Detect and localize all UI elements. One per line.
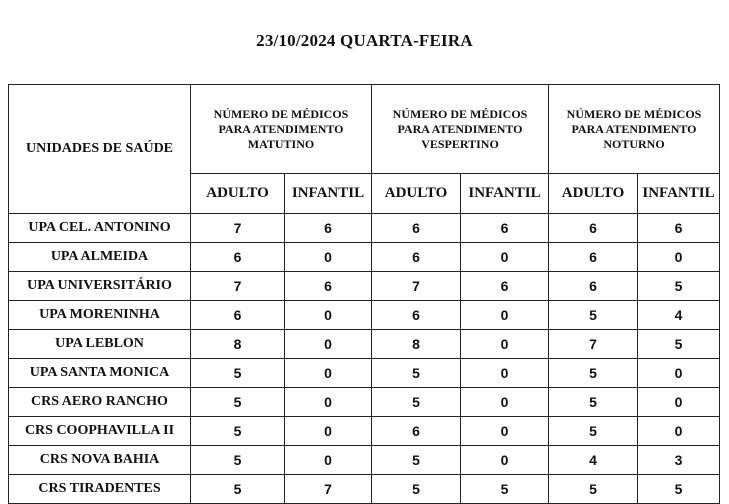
doctor-count-cell: 6	[549, 214, 638, 243]
group-header-line: NOTURNO	[603, 136, 665, 151]
unit-name-cell: UPA ALMEIDA	[9, 243, 191, 272]
table-row	[9, 417, 720, 446]
group-header-line: NÚMERO DE MÉDICOS	[392, 106, 528, 121]
doctor-count-cell: 5	[549, 417, 638, 446]
doctor-count-cell: 0	[461, 359, 549, 388]
doctor-count-cell: 0	[461, 301, 549, 330]
doctor-count-cell: 7	[191, 272, 285, 301]
sub-header-child: INFANTIL	[638, 174, 720, 214]
doctor-count-cell: 4	[638, 301, 720, 330]
table-row	[9, 214, 720, 243]
table-body	[9, 214, 720, 504]
doctor-count-cell: 6	[285, 214, 372, 243]
doctor-count-cell: 0	[285, 243, 372, 272]
doctor-count-cell: 5	[638, 475, 720, 504]
doctor-count-cell: 6	[549, 272, 638, 301]
doctor-count-cell: 6	[638, 214, 720, 243]
doctor-count-cell: 5	[638, 272, 720, 301]
doctor-count-cell: 6	[191, 243, 285, 272]
table-row	[9, 272, 720, 301]
doctor-count-cell: 5	[191, 475, 285, 504]
unit-name-cell: CRS NOVA BAHIA	[9, 446, 191, 475]
doctor-count-cell: 6	[372, 301, 461, 330]
doctor-count-cell: 0	[638, 388, 720, 417]
doctor-count-cell: 6	[461, 272, 549, 301]
group-header-night	[549, 85, 720, 174]
table-row	[9, 446, 720, 475]
unit-name-cell: CRS TIRADENTES	[9, 475, 191, 504]
doctor-count-cell: 0	[638, 359, 720, 388]
group-header-morning	[191, 85, 372, 174]
doctor-count-cell: 4	[549, 446, 638, 475]
doctor-count-cell: 3	[638, 446, 720, 475]
doctor-count-cell: 0	[461, 330, 549, 359]
doctor-count-cell: 5	[372, 446, 461, 475]
doctor-count-cell: 7	[372, 272, 461, 301]
doctor-count-cell: 0	[461, 243, 549, 272]
table-header	[9, 85, 720, 214]
doctor-count-cell: 6	[372, 214, 461, 243]
doctor-count-cell: 0	[285, 301, 372, 330]
group-header-line: VESPERTINO	[421, 136, 499, 151]
doctor-count-cell: 0	[285, 359, 372, 388]
doctor-count-cell: 6	[285, 272, 372, 301]
doctor-count-cell: 0	[461, 388, 549, 417]
unit-name-cell: UPA CEL. ANTONINO	[9, 214, 191, 243]
doctor-count-cell: 5	[549, 359, 638, 388]
doctor-count-cell: 0	[461, 446, 549, 475]
doctor-count-cell: 0	[285, 446, 372, 475]
group-header-line: PARA ATENDIMENTO	[397, 121, 523, 136]
doctor-count-cell: 0	[638, 417, 720, 446]
doctor-count-cell: 5	[549, 301, 638, 330]
group-header-line: NÚMERO DE MÉDICOS	[566, 106, 702, 121]
table-row	[9, 388, 720, 417]
doctor-count-cell: 6	[372, 417, 461, 446]
sub-header-adult: ADULTO	[372, 174, 461, 214]
doctor-count-cell: 6	[372, 243, 461, 272]
unit-name-cell: UPA SANTA MONICA	[9, 359, 191, 388]
table-row	[9, 330, 720, 359]
group-header-line: PARA ATENDIMENTO	[571, 121, 697, 136]
doctor-count-cell: 5	[191, 417, 285, 446]
doctor-count-cell: 7	[285, 475, 372, 504]
doctor-count-cell: 0	[285, 417, 372, 446]
table-row	[9, 301, 720, 330]
unit-column-header: UNIDADES DE SAÚDE	[9, 85, 191, 214]
doctor-count-cell: 6	[191, 301, 285, 330]
unit-name-cell: UPA MORENINHA	[9, 301, 191, 330]
doctor-count-cell: 7	[549, 330, 638, 359]
doctor-count-cell: 5	[372, 388, 461, 417]
unit-name-cell: UPA UNIVERSITÁRIO	[9, 272, 191, 301]
doctor-count-cell: 6	[461, 214, 549, 243]
group-header-afternoon	[372, 85, 549, 174]
doctor-count-cell: 5	[191, 359, 285, 388]
sub-header-child: INFANTIL	[461, 174, 549, 214]
doctor-count-cell: 0	[285, 388, 372, 417]
doctor-count-cell: 5	[191, 388, 285, 417]
doctor-count-cell: 5	[549, 475, 638, 504]
group-header-line: PARA ATENDIMENTO	[218, 121, 344, 136]
table-row	[9, 475, 720, 504]
doctor-count-cell: 5	[638, 330, 720, 359]
group-header-line: MATUTINO	[247, 136, 315, 151]
doctor-count-cell: 7	[191, 214, 285, 243]
doctor-count-cell: 5	[461, 475, 549, 504]
unit-name-cell: CRS AERO RANCHO	[9, 388, 191, 417]
sub-header-child: INFANTIL	[285, 174, 372, 214]
unit-name-cell: UPA LEBLON	[9, 330, 191, 359]
sub-header-adult: ADULTO	[191, 174, 285, 214]
doctor-count-cell: 5	[191, 446, 285, 475]
doctor-count-cell: 0	[285, 330, 372, 359]
group-header-line: NÚMERO DE MÉDICOS	[213, 106, 349, 121]
doctor-count-cell: 8	[191, 330, 285, 359]
doctor-count-cell: 0	[638, 243, 720, 272]
doctor-count-cell: 6	[549, 243, 638, 272]
doctors-schedule-table	[8, 84, 720, 504]
doctor-count-cell: 5	[549, 388, 638, 417]
table-row	[9, 243, 720, 272]
unit-name-cell: CRS COOPHAVILLA II	[9, 417, 191, 446]
doctor-count-cell: 5	[372, 359, 461, 388]
table-row	[9, 359, 720, 388]
doctor-count-cell: 0	[461, 417, 549, 446]
doctor-count-cell: 8	[372, 330, 461, 359]
doctor-count-cell: 5	[372, 475, 461, 504]
page-title: 23/10/2024 QUARTA-FEIRA	[256, 31, 473, 50]
sub-header-adult: ADULTO	[549, 174, 638, 214]
